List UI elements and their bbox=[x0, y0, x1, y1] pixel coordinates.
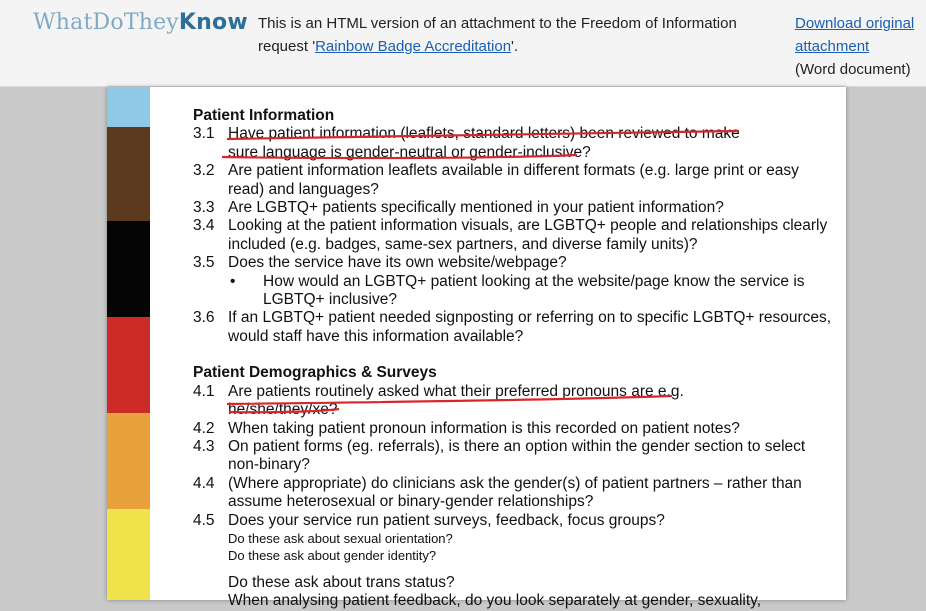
download-original-link[interactable]: Download original attachment bbox=[795, 15, 915, 55]
question-3-2: 3.2 Are patient information leaflets available in different formats (e.g. large print or easy read) and languages? bbox=[193, 162, 799, 198]
question-4-5: 4.5 Does your service run patient surveys, feedback, focus groups? bbox=[193, 511, 665, 529]
question-4-3: 4.3 On patient forms (eg. referrals), is there an option within the gender section to select non-binary? bbox=[193, 437, 806, 474]
request-link[interactable]: Rainbow Badge Accreditation bbox=[315, 38, 512, 55]
question-3-6: 3.6 If an LGBTQ+ patient needed signposting or referring on to specific LGBTQ+ resources, would staff have this information available? bbox=[193, 309, 832, 345]
section-heading-patient-demographics: Patient Demographics & Surveys bbox=[193, 364, 437, 382]
section-heading-patient-information: Patient Information bbox=[193, 107, 335, 124]
question-3-1: 3.1 Have patient information (leaflets, standard letters) been reviewed to make sure language is gender-neutral or gender-inclusive? bbox=[193, 125, 740, 161]
attachment-banner bbox=[0, 0, 926, 87]
site-logo[interactable]: WhatDoTheyKnow bbox=[33, 10, 248, 35]
question-3-5-bullet: • How would an LGBTQ+ patient looking at the website/page know the service is LGBTQ+ inclusive? bbox=[230, 272, 805, 309]
question-4-5-sub-2: Do these ask about gender identity? bbox=[228, 548, 437, 564]
download-box bbox=[795, 12, 925, 81]
rainbow-stripe-yellow bbox=[107, 509, 150, 600]
document-text bbox=[193, 107, 833, 611]
rainbow-stripe-red bbox=[107, 317, 150, 413]
question-4-1: 4.1 Are patients routinely asked what their preferred pronouns are e.g. he/she/they/xe? bbox=[193, 382, 684, 419]
question-3-4: 3.4 Looking at the patient information visuals, are LGBTQ+ people and relationships clearly included (e.g. badges, same-sex partners, and diverse family units)? bbox=[193, 217, 828, 253]
question-4-2: 4.2 When taking patient pronoun information is this recorded on patient notes? bbox=[193, 419, 740, 437]
download-note: (Word document) bbox=[795, 61, 911, 78]
rainbow-stripe-black bbox=[107, 221, 150, 317]
question-4-5-sub-4: When analysing patient feedback, do you look separately at gender, sexuality, bbox=[228, 592, 762, 610]
question-4-5-sub-3: Do these ask about trans status? bbox=[228, 573, 455, 591]
question-4-5-sub-1: Do these ask about sexual orientation? bbox=[228, 530, 453, 546]
rainbow-stripe-blue bbox=[107, 87, 150, 127]
banner-message: This is an HTML version of an attachment to the Freedom of Information request 'Rainbow Badge Accreditation'. bbox=[258, 15, 737, 55]
bullet-point: • bbox=[230, 272, 236, 290]
question-4-4: 4.4 (Where appropriate) do clinicians ask the gender(s) of patient partners – rather than assume heterosexual or binary-gender relationships? bbox=[193, 474, 802, 511]
document-page bbox=[107, 87, 846, 610]
question-3-5: 3.5 Does the service have its own website/webpage? bbox=[193, 254, 567, 272]
rainbow-stripe-brown bbox=[107, 127, 150, 221]
question-3-3: 3.3 Are LGBTQ+ patients specifically mentioned in your patient information? bbox=[193, 199, 724, 217]
rainbow-stripe-orange bbox=[107, 413, 150, 509]
